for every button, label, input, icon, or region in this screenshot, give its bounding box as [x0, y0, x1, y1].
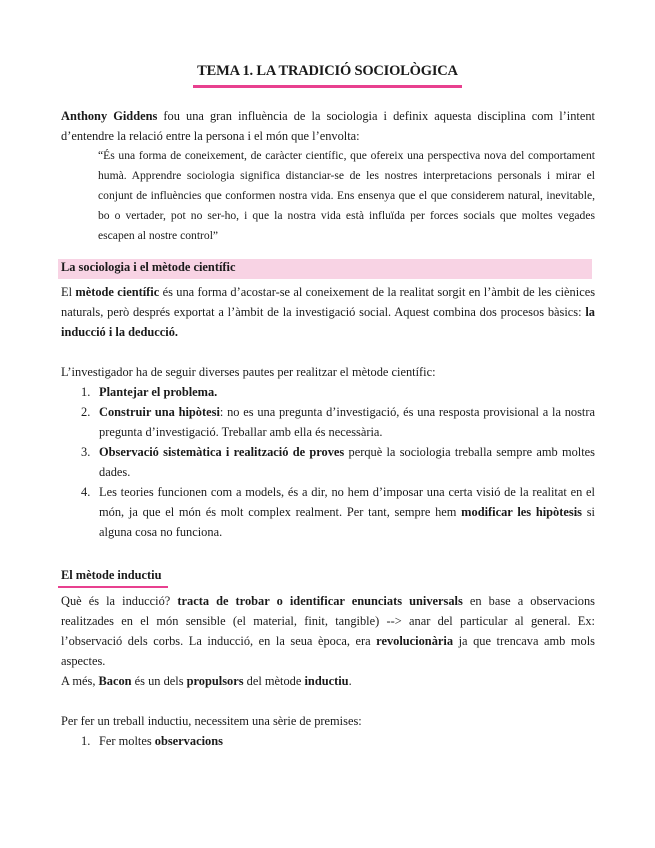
bold-term: revolucionària: [376, 634, 454, 648]
page-title: TEMA 1. LA TRADICIÓ SOCIOLÒGICA: [193, 63, 462, 88]
list-item: [61, 482, 595, 542]
bold-term: Observació sistemàtica i realització de proves: [99, 445, 345, 459]
intro-author: Anthony Giddens: [61, 109, 158, 123]
list-number: 2.: [81, 405, 91, 419]
list-number: 1.: [81, 385, 91, 399]
researcher-steps-intro: L’investigador ha de seguir diverses pautes per realitzar el mètode científic:: [61, 365, 436, 379]
list-number: 1.: [81, 734, 91, 748]
bold-term: mètode científic: [75, 285, 160, 299]
section-heading-scientific-method: La sociologia i el mètode científic: [61, 260, 236, 274]
section-heading-band: [58, 259, 592, 279]
bacon-paragraph: [61, 671, 595, 691]
bold-term: observacions: [154, 734, 223, 748]
text-run: El: [61, 285, 76, 299]
bold-term: la inducció i la deducció.: [61, 305, 595, 339]
inductive-method-paragraph: [61, 591, 595, 671]
inductive-premises-list: [61, 731, 595, 751]
scientific-method-steps: [61, 382, 595, 542]
premises-intro: Per fer un treball inductiu, necessitem una sèrie de premises:: [61, 714, 362, 728]
text-run: Què és la inducció?: [61, 594, 178, 608]
text-run: : no es una pregunta d’investigació, és una resposta provisional a la nostra pregunta d’investigació. Treballar amb ella és necessària.: [99, 405, 595, 439]
list-item: [61, 731, 595, 751]
giddens-quote: “És una forma de coneixement, de caràcter científic, que ofereix una perspectiva nova del comportament humà. Apprendre sociologia significa distanciar-se de les nostres interpretacions personals i mirar el conjunt de influències que conformen nostra vida. Ens ensenya que el que considerem natural, inevitable, bo o vertader, pot no ser-ho, i que la nostra vida està influïda per forces socials que moltes vegades escapen al nostre control”: [98, 149, 595, 242]
intro-paragraph: [61, 106, 595, 146]
bold-term: modificar les hipòtesis: [461, 505, 582, 519]
intro-text: fou una gran influència de la sociologia i definix aquesta disciplina com l’intent d’entendre la relació entre la persona i el món que l’envolta:: [61, 109, 595, 143]
text-run: és un dels: [131, 674, 187, 688]
text-run: és una forma d’acostar-se al coneixement de la realitat sorgit en l’àmbit de les ciènices naturals, però després exportat a l’àmbit de la investigació social. Aquest combina dos procesos bàsics:: [61, 285, 596, 319]
text-run: del mètode: [243, 674, 305, 688]
bold-term: inductiu: [304, 674, 349, 688]
scientific-method-paragraph: [61, 282, 595, 342]
text-run: si alguna cosa no funciona.: [99, 505, 595, 539]
text-run: ja que trencava amb mols aspectes.: [61, 634, 595, 668]
list-number: 4.: [81, 485, 91, 499]
bold-term: propulsors: [186, 674, 244, 688]
bold-term: tracta de trobar o identificar enunciats universals: [177, 594, 463, 608]
text-run: perquè la sociologia treballa sempre amb moltes dades.: [99, 445, 595, 479]
text-run: en base a observacions realitzades en el món sensible (el material, finit, tangible) --> anar del particular al general. Ex: l’observació dels corbs. La inducció, en la seua època, era: [61, 594, 595, 648]
list-number: 3.: [81, 445, 91, 459]
title-wrap: [0, 62, 655, 88]
list-item: [61, 382, 595, 402]
text-run: Fer moltes: [99, 734, 155, 748]
section-heading-inductive-method: El mètode inductiu: [61, 568, 162, 582]
text-run: Les teories funcionen com a models, és a dir, no hem d’imposar una certa visió de la realitat en el món, ja que el món és molt complex realment. Per tant, sempre hem: [99, 485, 595, 519]
bold-term: Construir una hipòtesi: [99, 405, 220, 419]
list-item: [61, 442, 595, 482]
list-item: [61, 402, 595, 442]
text-run: A més,: [61, 674, 99, 688]
heading-underline: [58, 586, 168, 588]
bold-term: Plantejar el problema.: [99, 385, 218, 399]
bold-term: Bacon: [98, 674, 132, 688]
text-run: .: [348, 674, 352, 688]
